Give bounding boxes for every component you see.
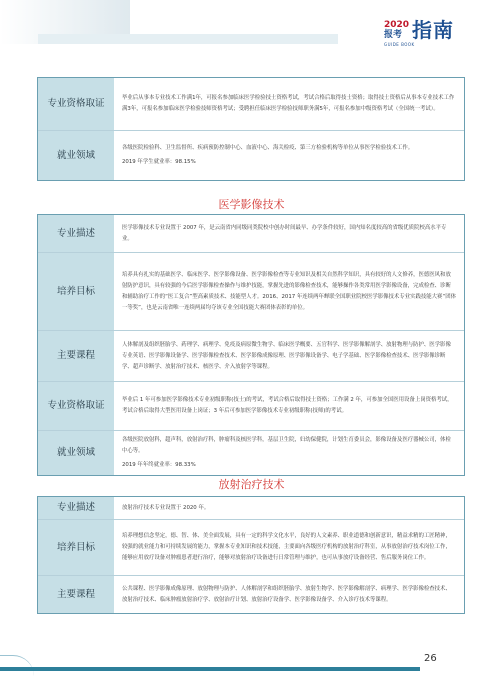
label-line-1: 专业资格 <box>47 400 86 411</box>
table-medical-imaging <box>37 214 465 476</box>
row-label <box>38 382 114 430</box>
table-row <box>38 519 464 575</box>
section-title-imaging: 医学影像技术 <box>218 198 285 211</box>
footer-curve-decoration <box>0 655 34 676</box>
table-row <box>38 78 464 130</box>
table-row <box>38 130 464 180</box>
table-clinical-lab <box>37 77 465 181</box>
row-label <box>38 431 114 475</box>
row-label <box>38 215 114 252</box>
row-text: 毕业后 1 年可参加医学影像技术专业初级职称(技士)的考试，考试合格后取得技士资格；工作满 2 年，可参加全国医用设备上岗资格考试，考试合格后取得大型医用设备上岗证；3 年后可参加医学影像技术专业初级职称(技师)的考试。 <box>122 397 453 414</box>
row-label <box>38 331 114 381</box>
row-label <box>38 497 114 519</box>
row-content <box>114 497 464 519</box>
table-row <box>38 252 464 330</box>
row-content <box>114 253 464 330</box>
row-text: 公共课程、医学影像成像原理、放射物理与防护、人体解剖学和组织胚胎学、放射生物学、医学影像解剖学、病理学、医学影像检查技术、放射治疗技术、临床肿瘤放射治疗学、放射治疗计划、放射治疗设备学、医学影像设备学、介入诊疗技术等课程。 <box>122 585 451 603</box>
row-text: 培养理想信念坚定，德、智、体、美全面发展，具有一定的科学文化水平，良好的人文素养、职业道德和创新意识，精益求精的工匠精神，较强的就业能力和可持续发展的能力，掌握本专业知识和技术技能，主要面向各级医疗机构的放射治疗科室，从事放射治疗技术岗位工作，能够应用放疗设备对肿瘤患者进行治疗，能够对放射治疗设备进行日常管理与维护，也可从事放疗设备经营、售后服务岗位工作。 <box>122 533 451 561</box>
footer-bar <box>0 667 420 671</box>
label-line-1: 培养目标 <box>56 541 95 553</box>
label-line-2: 取证 <box>85 98 105 109</box>
row-label <box>38 520 114 575</box>
row-content <box>114 78 464 130</box>
row-text: 人体解剖及组织胚胎学、药理学、病理学、免疫及病原微生物学、临床医学概要、五官科学、医学影像解剖学、放射物理与防护、医学影像专业英语、医学影像设备学、医学影像检查技术、医学影像成像原理、医学影像设备学、电子学基础、医学影像检查技术、医学影像诊断学、超声诊断学、放射治疗技术、核医学、介入放射学等课程。 <box>122 341 451 370</box>
row-text: 放射治疗技术专业设置于 2020 年。 <box>122 504 210 511</box>
table-row <box>38 330 464 381</box>
label-line-1: 专业资格 <box>47 98 86 109</box>
row-text: 培养具有扎实的基础医学、临床医学、医学影像设备、医学影像检查等专业知识及相关自然科学知识，具有较好的人文修养，医德医风和放射防护意识，具有较强的今后医学影像检查操作与维护技能，掌握先进的影像检查技术，能够操作各类常用医学影像设备，完成检查、诊断和辅助治疗工作的“医工复合”型高素质技术、技能型人才。2016、2017 年连续两年蝉联全国职业院校医学影像技术专业实践技能大赛“团体一等奖”，也是云南省唯一连续两届均夺该专业全国技能大赛团体表彰的单位。 <box>122 271 457 311</box>
row-label <box>38 131 114 180</box>
table-row <box>38 497 464 519</box>
page-number: 26 <box>424 653 437 664</box>
row-label <box>38 253 114 330</box>
label-line-1: 专业描述 <box>56 502 95 513</box>
label-line-1: 专业描述 <box>56 227 95 239</box>
employment-rate: 2019 年学生就业率：98.15% <box>122 159 196 165</box>
row-text: 各级医院放射科，超声科，放射治疗科，肿瘤科及核医学科，基层卫生院，妇幼保健院，计划生育委员会，影像设备及医疗器械公司，体检中心等。 <box>122 437 451 454</box>
label-line-1: 就业领域 <box>56 447 95 458</box>
label-line-1: 主要课程 <box>56 350 95 361</box>
table-row <box>38 430 464 475</box>
label-line-2: 取证 <box>85 400 105 411</box>
logo-baokao: 报考 <box>384 30 403 40</box>
label-line-1: 培养目标 <box>56 285 95 297</box>
row-content <box>114 382 464 430</box>
section-title-radiotherapy: 放射治疗技术 <box>218 478 285 491</box>
row-text: 毕业后从事本专业技术工作满1年，可报名参加临床医学检验技士资格考试，考试合格后取得技士资格；取得技士资格后从事本专业技术工作满3年，可报名参加临床医学检验技师资格考试；受聘担任临床医学检验技师职务满5年，可报名参加中级资格考试（全国统一考试）。 <box>122 95 455 112</box>
row-content <box>114 331 464 381</box>
row-content <box>114 431 464 475</box>
employment-rate: 2019 年年终就业率：98.33% <box>122 462 196 468</box>
row-content <box>114 131 464 180</box>
logo-main: 指南 <box>412 18 454 42</box>
row-content <box>114 520 464 575</box>
row-label <box>38 576 114 613</box>
label-line-1: 主要课程 <box>56 588 95 600</box>
label-line-1: 就业领域 <box>56 149 95 161</box>
table-row <box>38 575 464 613</box>
header-decoration-band <box>38 34 338 44</box>
row-content <box>114 215 464 252</box>
row-label <box>38 78 114 130</box>
logo-subtitle: GUIDE BOOK <box>384 42 415 47</box>
table-row <box>38 215 464 252</box>
row-text: 医学影像技术专业设置于 2007 年，是云南省内同级同类院校中创办时间最早、办学条件较好，国内知名度较高的省级优质院校高水平专业。 <box>122 224 447 242</box>
row-text: 各级医院检验科、卫生监督所、疾病预防控制中心、血液中心、海关检疫、第三方检验机构等单位从事医学检验技术工作。 <box>122 145 414 151</box>
row-content <box>114 576 464 613</box>
table-row <box>38 381 464 430</box>
guide-logo <box>384 18 484 47</box>
table-radiotherapy <box>37 496 465 614</box>
logo-year: 2020 <box>384 20 410 30</box>
